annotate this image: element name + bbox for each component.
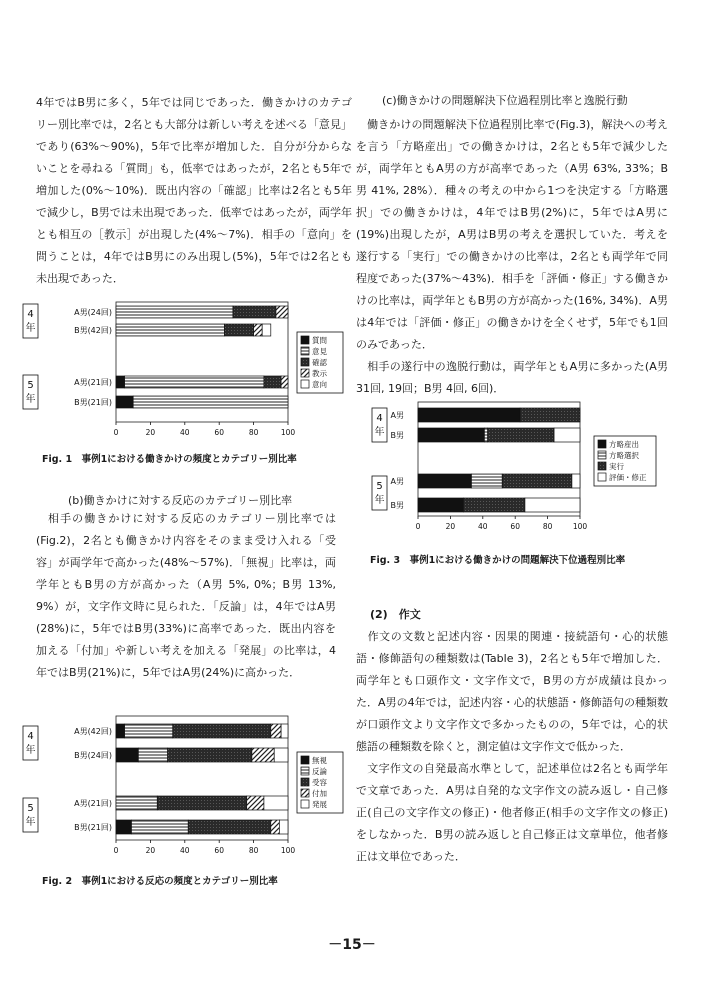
legend-swatch bbox=[598, 462, 606, 470]
row-label: A男(21回) bbox=[74, 378, 112, 387]
x-tick-label: 100 bbox=[280, 846, 296, 855]
bar-意見 bbox=[116, 306, 233, 318]
legend-swatch bbox=[598, 451, 606, 459]
bar-無視 bbox=[116, 820, 131, 834]
group-label: 年 bbox=[374, 495, 385, 506]
bar-方略産出 bbox=[418, 498, 463, 512]
row-label: B男 bbox=[390, 501, 404, 510]
x-tick-label: 40 bbox=[180, 846, 190, 855]
legend-label: 意見 bbox=[312, 347, 327, 356]
row-label: B男(24回) bbox=[74, 751, 112, 760]
group-label: 5 bbox=[27, 380, 34, 391]
row-label: B男 bbox=[390, 431, 404, 440]
x-tick-label: 100 bbox=[572, 522, 588, 531]
legend-swatch bbox=[301, 380, 309, 388]
bar-教示 bbox=[276, 306, 288, 318]
fig3-chart bbox=[362, 398, 692, 548]
legend-label: 実行 bbox=[609, 462, 624, 471]
x-tick-label: 40 bbox=[478, 522, 488, 531]
bar-実行 bbox=[520, 408, 580, 422]
legend-label: 受容 bbox=[312, 778, 327, 787]
legend-label: 質問 bbox=[312, 336, 327, 345]
bar-質問 bbox=[116, 376, 125, 388]
figure-2 bbox=[20, 712, 350, 866]
bar-付加 bbox=[252, 748, 274, 762]
bar-発展 bbox=[264, 796, 288, 810]
x-tick-label: 80 bbox=[248, 846, 259, 855]
section-c-heading: (c)働きかけの問題解決下位過程別比率と逸脱行動 bbox=[382, 94, 628, 107]
x-tick-label: 0 bbox=[415, 522, 421, 531]
group-label: 年 bbox=[25, 817, 36, 828]
group-label: 4 bbox=[27, 309, 34, 320]
bar-教示 bbox=[254, 324, 263, 336]
row-label: A男(24回) bbox=[74, 308, 112, 317]
x-tick-label: 20 bbox=[145, 428, 156, 437]
bar-発展 bbox=[279, 820, 288, 834]
legend-label: 評価・修正 bbox=[609, 473, 647, 482]
legend-swatch bbox=[301, 347, 309, 355]
left-top-paragraph bbox=[36, 92, 352, 290]
legend-swatch bbox=[301, 800, 309, 808]
bar-教示 bbox=[281, 376, 288, 388]
page-number: －15－ bbox=[328, 937, 376, 953]
row-label: A男(42回) bbox=[74, 727, 112, 736]
fig2-caption: Fig. 2 事例1における反応の頻度とカテゴリー別比率 bbox=[42, 876, 278, 887]
section-c-block bbox=[356, 114, 672, 400]
bar-確認 bbox=[233, 306, 276, 318]
bar-受容 bbox=[173, 724, 271, 738]
bar-方略選択 bbox=[471, 474, 502, 488]
bar-付加 bbox=[271, 724, 281, 738]
legend-swatch bbox=[301, 789, 309, 797]
bar-方略選択 bbox=[484, 428, 487, 442]
section-b-text: 相手の働きかけに対する反応のカテゴリー別比率では(Fig.2)，2名とも働きかけ内容をそのまま受け入れる「受容」が両学年で高かった(48%〜57%)．「無視」比率は，両学年ともB男の方が高かった（A男 5%, 0%；B男 13%, 9%）が，文字作文時に見られた．「反論」は，4年ではA男(28%)に，5年ではB男(33%)に高率であった．既出内容を加える「付加」や新しい考えを加える「発展」の比率は，4年ではB男(21%)に，5年ではA男(24%)に高かった． bbox=[36, 512, 340, 679]
section-c-text2: 相手の遂行中の逸脱行動は，両学年ともA男に多かった(A男 31回, 19回；B男 4回, 6回)． bbox=[356, 360, 672, 395]
group-label: 4 bbox=[27, 731, 34, 742]
legend-label: 確認 bbox=[312, 358, 327, 367]
bar-受容 bbox=[157, 796, 246, 810]
bar-無視 bbox=[116, 724, 125, 738]
body-text: 4年ではB男に多く，5年では同じであった．働きかけのカテゴリー別比率では，2名とも大部分は新しい考えを述べる「意見」であり(63%〜90%)，5年で比率が増加した．自分が分からないことを尋ねる「質問」も，低率ではあったが，2名とも5年で増加した(0%〜10%)．既出内容の「確認」比率は2名とも5年で減少し，B男では未出現であった．低率ではあったが，両学年とも相互の［教示］が出現した(4%〜7%)．相手の「意向」を問うことは，4年ではB男にのみ出現し(5%)，5年では2名とも未出現であった． bbox=[36, 96, 352, 285]
section-2-text: 作文の文数と記述内容・因果的関連・接続語句・心的状態語・修飾語句の種類数は(Table 3)，2名とも5年で増加した．両学年とも口頭作文・文字作文で，B男の方が成績は良かった．A男の4年では，記述内容・心的状態語・修飾語句の種類数が口頭作文より文字作文で多かったものの，5年では，心的状態語の種類数を除くと，測定値は文字作文で低かった． bbox=[356, 630, 668, 753]
bar-意見 bbox=[116, 324, 224, 336]
x-tick-label: 80 bbox=[248, 428, 259, 437]
section-c-text: 働きかけの問題解決下位過程別比率で(Fig.3)，解決への考えを言う「方略産出」での働きかけは，2名とも5年で減少したが，両学年ともA男の方が高率であった（A男 63%, 33%；B男 41%, 28%）．種々の考えの中から1つを決定する「方略選択」での働きかけは，4年ではB男(2%)に，5年ではA男に(19%)出現したが，A男はB男の考えを選択していた．考えを遂行する「実行」での働きかけの比率は，2名とも両学年で同程度であった(37%〜43%)．相手を「評価・修正」する働きかけの比率は，両学年ともB男の方が高かった(16%, 34%)．A男は4年では「評価・修正」の働きかけを全くせず，5年でも1回のみであった． bbox=[356, 118, 668, 351]
legend-swatch bbox=[301, 336, 309, 344]
legend-label: 教示 bbox=[312, 369, 327, 378]
fig1-caption: Fig. 1 事例1における働きかけの頻度とカテゴリー別比率 bbox=[42, 454, 297, 465]
x-tick-label: 20 bbox=[145, 846, 156, 855]
section-2-heading: (2) 作文 bbox=[370, 608, 421, 621]
bar-発展 bbox=[281, 724, 288, 738]
legend-label: 意向 bbox=[312, 380, 327, 389]
bar-反論 bbox=[138, 748, 167, 762]
legend-label: 無視 bbox=[312, 756, 327, 765]
row-label: B男(42回) bbox=[74, 326, 112, 335]
legend-swatch bbox=[301, 358, 309, 366]
x-tick-label: 40 bbox=[180, 428, 190, 437]
group-label: 5 bbox=[376, 481, 383, 492]
legend-swatch bbox=[598, 473, 606, 481]
bar-発展 bbox=[274, 748, 288, 762]
x-tick-label: 0 bbox=[113, 428, 119, 437]
bar-付加 bbox=[247, 796, 264, 810]
bar-意見 bbox=[125, 376, 264, 388]
section-b-block bbox=[36, 508, 340, 684]
legend-swatch bbox=[301, 369, 309, 377]
bar-無視 bbox=[116, 748, 138, 762]
x-tick-label: 60 bbox=[214, 428, 224, 437]
bar-受容 bbox=[188, 820, 271, 834]
section-2-text2: 文字作文の自発最高水準として，記述単位は2名とも両学年で文章であった．A男は自発的な文字作文の読み返し・自己修正(自己の文字作文の修正)・他者修正(相手の文字作文の修正)をしなかった．B男の読み返しと自己修正は文章単位，他者修正は文単位であった． bbox=[356, 762, 668, 863]
bar-反論 bbox=[116, 796, 157, 810]
bar-意見 bbox=[133, 396, 288, 408]
bar-実行 bbox=[488, 428, 554, 442]
bar-意向 bbox=[262, 324, 271, 336]
bar-実行 bbox=[502, 474, 572, 488]
row-label: A男 bbox=[390, 411, 404, 420]
group-label: 5 bbox=[27, 803, 34, 814]
x-tick-label: 0 bbox=[113, 846, 119, 855]
group-label: 年 bbox=[25, 394, 36, 405]
x-tick-label: 20 bbox=[445, 522, 456, 531]
legend-label: 方略選択 bbox=[609, 451, 639, 460]
bar-実行 bbox=[463, 498, 525, 512]
row-label: B男(21回) bbox=[74, 398, 112, 407]
bar-方略産出 bbox=[418, 474, 471, 488]
fig1-chart bbox=[20, 296, 350, 446]
group-label: 年 bbox=[374, 427, 385, 438]
legend-label: 方略産出 bbox=[609, 440, 639, 449]
bar-付加 bbox=[271, 820, 280, 834]
bar-確認 bbox=[224, 324, 253, 336]
bar-確認 bbox=[264, 376, 281, 388]
legend-swatch bbox=[301, 756, 309, 764]
row-label: A男(21回) bbox=[74, 799, 112, 808]
bar-評価・修正 bbox=[554, 428, 580, 442]
legend-swatch bbox=[301, 767, 309, 775]
legend-swatch bbox=[598, 440, 606, 448]
legend-label: 付加 bbox=[312, 789, 327, 798]
bar-評価・修正 bbox=[572, 474, 580, 488]
bar-反論 bbox=[125, 724, 173, 738]
figure-3 bbox=[362, 398, 692, 552]
fig3-caption: Fig. 3 事例1における働きかけの問題解決下位過程別比率 bbox=[370, 555, 626, 566]
bar-質問 bbox=[116, 396, 133, 408]
bar-方略産出 bbox=[418, 408, 520, 422]
row-label: A男 bbox=[390, 477, 404, 486]
group-label: 年 bbox=[25, 323, 36, 334]
group-label: 4 bbox=[376, 413, 383, 424]
figure-1 bbox=[20, 296, 350, 450]
section-2-block bbox=[356, 626, 668, 868]
legend-label: 発展 bbox=[312, 800, 327, 809]
legend-swatch bbox=[301, 778, 309, 786]
bar-反論 bbox=[131, 820, 188, 834]
bar-受容 bbox=[168, 748, 252, 762]
bar-方略産出 bbox=[418, 428, 484, 442]
x-tick-label: 60 bbox=[214, 846, 224, 855]
section-b-heading: (b)働きかけに対する反応のカテゴリー別比率 bbox=[68, 494, 293, 507]
fig2-chart bbox=[20, 712, 350, 862]
x-tick-label: 80 bbox=[542, 522, 553, 531]
x-tick-label: 60 bbox=[510, 522, 520, 531]
x-tick-label: 100 bbox=[280, 428, 296, 437]
row-label: B男(21回) bbox=[74, 823, 112, 832]
bar-評価・修正 bbox=[525, 498, 580, 512]
legend-label: 反論 bbox=[312, 767, 327, 776]
group-label: 年 bbox=[25, 745, 36, 756]
